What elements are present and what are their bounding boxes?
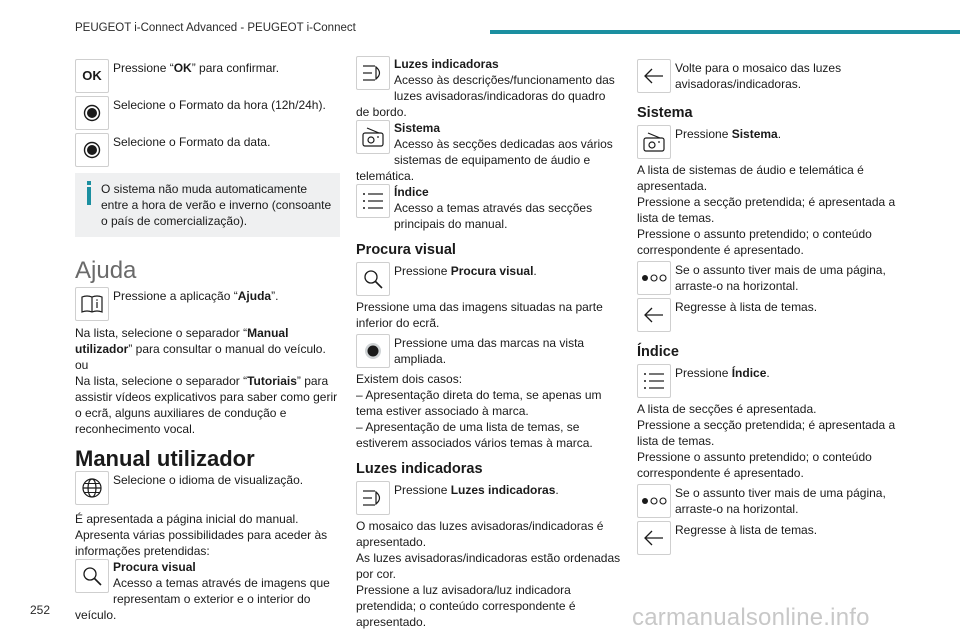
- brand-text: Pressione uma das marcas na vista ampliada.: [394, 336, 585, 366]
- lights-press: Pressione Luzes indicadoras.: [394, 483, 559, 497]
- language-step: [75, 471, 340, 505]
- back-mosaic-step: [637, 59, 902, 93]
- system-option: [356, 120, 621, 184]
- case-1: – Apresentação direta do tema, se apenas um tema estiver associado à marca.: [356, 388, 602, 418]
- page-number: 252: [30, 603, 51, 617]
- tutorials-tab-text: Na lista, selecione o separador “Tutoriais” para assistir vídeos explicativos para saber como gerir o ecrã, alguns auxiliares de condução e reconhecimento vocal.: [75, 374, 338, 436]
- list-icon: [356, 184, 390, 218]
- system-p1: A lista de sistemas de áudio e telemática é apresentada.: [637, 163, 864, 193]
- scroll-text-2: Se o assunto tiver mais de uma página, arraste-o na horizontal.: [675, 486, 886, 516]
- system-p3: Pressione o assunto pretendido; o conteúdo correspondente é apresentado.: [637, 227, 872, 257]
- globe-icon: [75, 471, 109, 505]
- radio-device-icon: [356, 120, 390, 154]
- radio-device-icon: [637, 125, 671, 159]
- scroll-text-1: Se o assunto tiver mais de uma página, arraste-o na horizontal.: [675, 263, 886, 293]
- lights-heading: Luzes indicadoras: [356, 461, 483, 477]
- brand-step: [356, 334, 621, 368]
- ok-step: [75, 59, 340, 93]
- index-p2: Pressione a secção pretendida; é apresentada a lista de temas.: [637, 418, 896, 448]
- manual-heading: Manual utilizador: [75, 446, 255, 471]
- index-p1: A lista de secções é apresentada.: [637, 402, 817, 416]
- index-title: Índice: [394, 185, 429, 199]
- lights-option: [356, 56, 621, 120]
- info-note: [75, 173, 340, 237]
- warning-lights-icon: [356, 56, 390, 90]
- column-2: [356, 56, 621, 630]
- lights-p1: O mosaico das luzes avisadoras/indicadoras é apresentado.: [356, 519, 604, 549]
- date-format-text: Selecione o Formato da data.: [113, 135, 271, 149]
- index-heading: Índice: [637, 344, 679, 360]
- index-p3: Pressione o assunto pretendido; o conteúdo correspondente é apresentado.: [637, 450, 872, 480]
- index-option: [356, 184, 621, 232]
- back-arrow-icon: [637, 59, 671, 93]
- visual-search-option: [75, 559, 340, 623]
- back-step-1: [637, 298, 902, 332]
- back-arrow-icon: [637, 521, 671, 555]
- lights-p3: Pressione a luz avisadora/luz indicadora pretendida; o conteúdo correspondente é apresentado.: [356, 583, 576, 629]
- visual-search-text: Acesso a temas através de imagens que representam o exterior e o interior do veículo.: [75, 576, 330, 622]
- radio-selected-icon: [75, 96, 109, 130]
- column-1: [75, 56, 340, 623]
- magnifier-icon: [75, 559, 109, 593]
- back-mosaic-text: Volte para o mosaico das luzes avisadoras/indicadoras.: [675, 61, 842, 91]
- ok-text: Pressione “OK” para confirmar.: [113, 61, 280, 75]
- cases-text: Existem dois casos:: [356, 372, 463, 386]
- language-text: Selecione o idioma de visualização.: [113, 473, 304, 487]
- index-step: [637, 364, 902, 398]
- index-text: Acesso a temas através das secções principais do manual.: [394, 201, 593, 231]
- back-text-2: Regresse à lista de temas.: [675, 523, 818, 537]
- system-press: Pressione Sistema.: [675, 127, 782, 141]
- system-p2: Pressione a secção pretendida; é apresentada a lista de temas.: [637, 195, 896, 225]
- system-text: Acesso às secções dedicadas aos vários sistemas de equipamento de áudio e telemática.: [356, 137, 613, 183]
- scroll-step-2: [637, 484, 902, 518]
- lights-p2: As luzes avisadoras/indicadoras estão ordenadas por cor.: [356, 551, 621, 581]
- system-title: Sistema: [394, 121, 441, 135]
- lights-title: Luzes indicadoras: [394, 57, 499, 71]
- help-heading: Ajuda: [75, 257, 137, 284]
- watermark: carmanualsonline.info: [632, 604, 870, 631]
- ok-icon: OK: [75, 59, 109, 93]
- pagination-dots-icon: [637, 484, 671, 518]
- index-press: Pressione Índice.: [675, 366, 770, 380]
- date-format-step: [75, 133, 340, 167]
- visual-search-step: [356, 262, 621, 296]
- system-step: [637, 125, 902, 159]
- back-step-2: [637, 521, 902, 555]
- warning-lights-icon: [356, 481, 390, 515]
- help-step: [75, 287, 340, 321]
- lights-text: Acesso às descrições/funcionamento das luzes avisadoras/indicadoras do quadro de bordo.: [356, 73, 615, 119]
- visual-search-heading: Procura visual: [356, 242, 456, 258]
- or-text: ou: [75, 358, 89, 372]
- manual-p2: Apresenta várias possibilidades para aceder às informações pretendidas:: [75, 528, 328, 558]
- manual-tab-text: Na lista, selecione o separador “Manual utilizador” para consultar o manual do veículo.: [75, 326, 326, 356]
- book-icon: [75, 287, 109, 321]
- case-2: – Apresentação de uma lista de temas, se estiverem associados vários temas à marca.: [356, 420, 593, 450]
- system-heading: Sistema: [637, 105, 693, 121]
- back-text-1: Regresse à lista de temas.: [675, 300, 818, 314]
- info-note-text: O sistema não muda automaticamente entre a hora de verão e inverno (consoante o país de comercialização).: [101, 182, 332, 228]
- lights-step: [356, 481, 621, 515]
- running-header: PEUGEOT i-Connect Advanced - PEUGEOT i-Connect: [75, 22, 356, 34]
- help-text: Pressione a aplicação “Ajuda”.: [113, 289, 279, 303]
- column-3: [637, 56, 902, 558]
- back-arrow-icon: [637, 298, 671, 332]
- marker-dot-icon: [356, 334, 390, 368]
- manual-p1: É apresentada a página inicial do manual.: [75, 512, 299, 526]
- time-format-text: Selecione o Formato da hora (12h/24h).: [113, 98, 326, 112]
- info-icon: [87, 187, 91, 205]
- magnifier-icon: [356, 262, 390, 296]
- visual-search-press: Pressione Procura visual.: [394, 264, 537, 278]
- visual-p1: Pressione uma das imagens situadas na parte inferior do ecrã.: [356, 300, 603, 330]
- time-format-step: [75, 96, 340, 130]
- radio-selected-icon: [75, 133, 109, 167]
- scroll-step-1: [637, 261, 902, 295]
- visual-search-title: Procura visual: [113, 560, 196, 574]
- header-accent-bar: [490, 30, 960, 34]
- pagination-dots-icon: [637, 261, 671, 295]
- list-icon: [637, 364, 671, 398]
